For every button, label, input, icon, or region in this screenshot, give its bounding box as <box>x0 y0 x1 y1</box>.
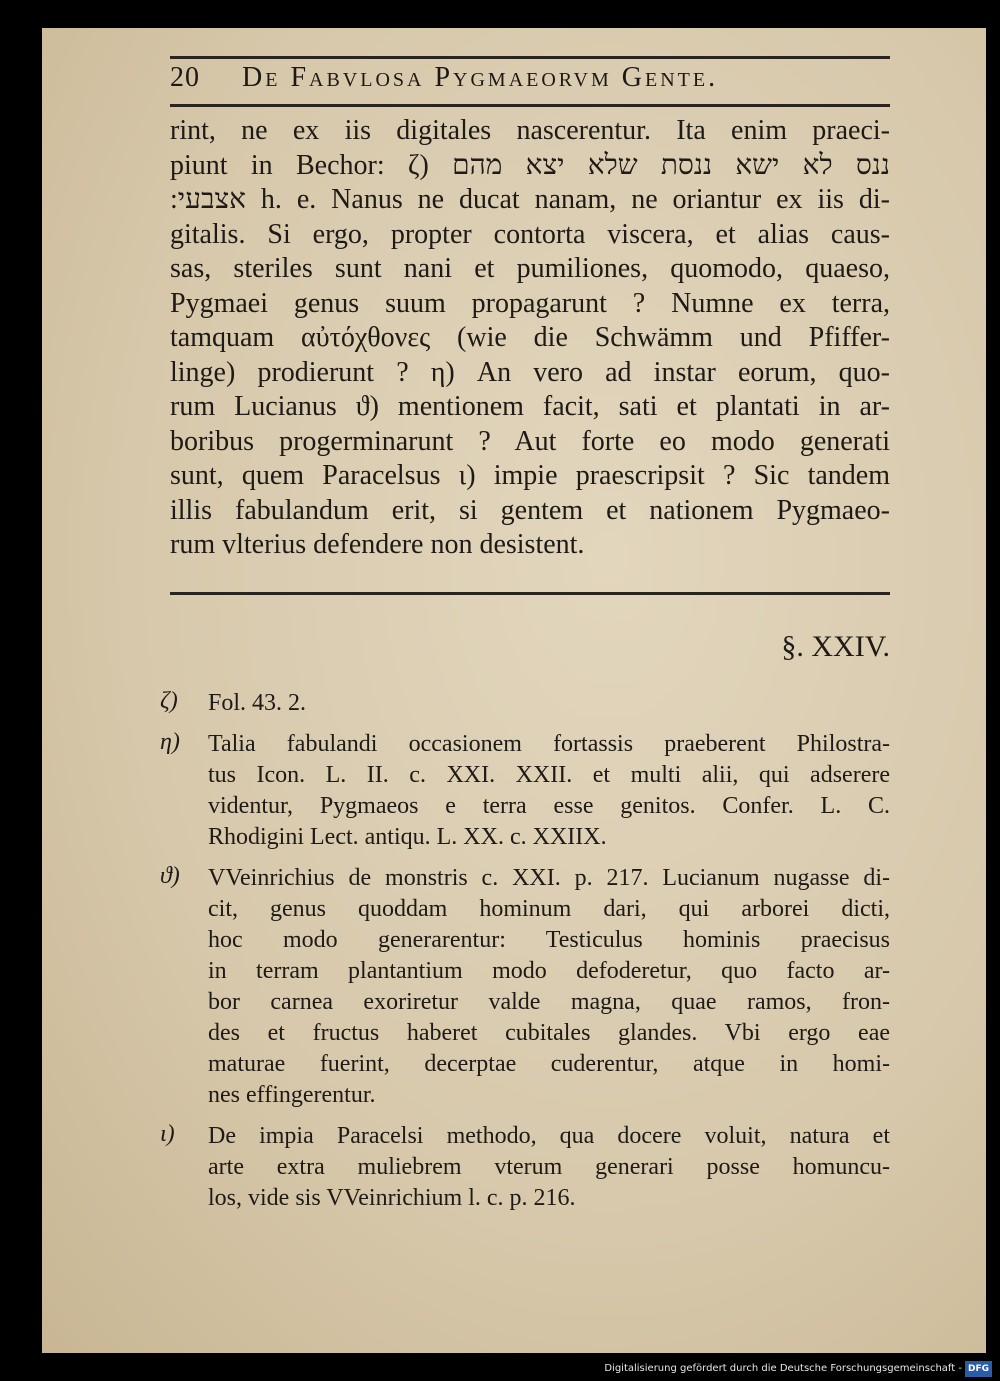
digitization-credit <box>604 1361 992 1377</box>
text-line: linge) prodierunt ? η) An vero ad instar eorum, quo- <box>170 356 890 388</box>
text-line: gitalis. Si ergo, propter contorta viscera, et alias caus- <box>170 218 890 250</box>
section-heading: §. XXIV. <box>781 630 890 663</box>
text-line: boribus progerminarunt ? Aut forte eo modo generati <box>170 425 890 457</box>
header-bottom-rule <box>170 104 890 107</box>
footnote-line: bor carnea exoriretur valde magna, quae ramos, fron- <box>208 989 890 1015</box>
text-line: Pygmaei genus suum propagarunt ? Numne ex terra, <box>170 287 890 319</box>
footnote <box>160 688 890 719</box>
footnote-line: arte extra muliebrem vterum generari posse homuncu- <box>208 1154 890 1180</box>
running-title: De Fabvlosa Pygmaeorvm Gente. <box>242 62 719 93</box>
footnote-line: nes effingerentur. <box>208 1082 376 1108</box>
footnote-line: hoc modo generarentur: Testiculus hominis praecisus <box>208 927 890 953</box>
text-line: sunt, quem Paracelsus ι) impie praescripsit ? Sic tandem <box>170 460 890 491</box>
section-divider-rule <box>170 592 890 595</box>
text-line: :אצבעי h. e. Nanus ne ducat nanam, ne oriantur ex iis di- <box>170 184 890 215</box>
footnote-line: Rhodigini Lect. antiqu. L. XX. c. XXIIX. <box>208 824 607 850</box>
footnote-marker: η) <box>160 729 180 755</box>
credit-text: Digitalisierung gefördert durch die Deutsche Forschungsgemeinschaft - <box>604 1363 962 1374</box>
text-line: rint, ne ex iis digitales nascerentur. Ita enim praeci- <box>170 115 890 146</box>
footnote-line: cit, genus quoddam hominum dari, qui arborei dicti, <box>208 896 890 922</box>
footnote-line: De impia Paracelsi methodo, qua docere voluit, natura et <box>208 1123 890 1149</box>
footnote-line: los, vide sis VVeinrichium l. c. p. 216. <box>208 1185 576 1211</box>
footnote-line: VVeinrichius de monstris c. XXI. p. 217. Lucianum nugasse di- <box>208 865 890 891</box>
footnote-marker: ι) <box>160 1121 175 1147</box>
footnote-line: Talia fabulandi occasionem fortassis praeberent Philostra- <box>208 731 890 757</box>
text-line: piunt in Bechor: ζ) ננס לא ישא ננסת שלא יצא מהם <box>170 149 890 181</box>
footnote <box>160 1121 890 1214</box>
footnote-line: Fol. 43. 2. <box>208 690 307 716</box>
footnote <box>160 729 890 853</box>
main-text-block <box>170 114 890 563</box>
footnotes-block <box>160 660 890 1224</box>
footnote-line: maturae fuerint, decerptae cuderentur, atque in homi- <box>208 1051 890 1077</box>
footnote-marker: ζ) <box>160 688 178 714</box>
footnote-line: videntur, Pygmaeos e terra esse genitos. Confer. L. C. <box>208 793 890 819</box>
text-line: rum Lucianus ϑ) mentionem facit, sati et plantati in ar- <box>170 391 890 422</box>
footnote-line: des et fructus haberet cubitales glandes. Vbi ergo eae <box>208 1020 890 1046</box>
footnote <box>160 863 890 1111</box>
page-number: 20 <box>170 62 200 93</box>
footnote-line: tus Icon. L. II. c. XXI. XXII. et multi alii, qui adserere <box>208 762 890 788</box>
text-line: tamquam αὐτόχθονες (wie die Schwämm und Pfiffer- <box>170 322 890 353</box>
header-top-rule <box>170 56 890 59</box>
running-header <box>170 62 890 102</box>
footnote-marker: ϑ) <box>160 863 180 889</box>
text-line: illis fabulandum erit, si gentem et nationem Pygmaeo- <box>170 494 890 526</box>
footnote-line: in terram plantantium modo defoderetur, quo facto ar- <box>208 958 890 984</box>
text-line: rum vlterius defendere non desistent. <box>170 529 585 560</box>
dfg-logo: DFG <box>965 1361 992 1377</box>
text-line: sas, steriles sunt nani et pumiliones, quomodo, quaeso, <box>170 253 890 284</box>
